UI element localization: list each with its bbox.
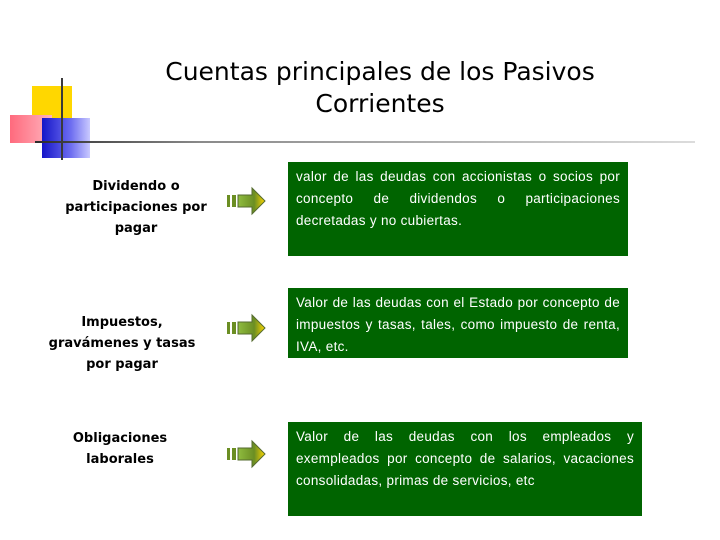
definition-box-impuestos: Valor de las deudas con el Estado por concepto de impuestos y tasas, tales, como impuesto de renta, IVA, etc. xyxy=(288,288,628,358)
right-arrow-icon xyxy=(226,313,266,343)
account-label-impuestos: Impuestos, gravámenes y tasas por pagar xyxy=(48,315,196,372)
decor-blue-square xyxy=(42,118,90,158)
account-label-dividendos: Dividendo o participaciones por pagar xyxy=(65,179,207,236)
definition-box-dividendos: valor de las deudas con accionistas o socios por concepto de dividendos o participaciones decretadas y no cubiertas. xyxy=(288,162,628,256)
decor-horizontal-rule xyxy=(35,141,695,143)
right-arrow-icon xyxy=(226,439,266,469)
account-label-obligaciones: Obligaciones laborales xyxy=(72,431,168,467)
definition-box-obligaciones: Valor de las deudas con los empleados y exempleados por concepto de salarios, vacaciones consolidadas, primas de servicios, etc xyxy=(288,422,642,516)
decor-vertical-line xyxy=(61,78,63,160)
slide-title: Cuentas principales de los Pasivos Corrientes xyxy=(165,57,595,118)
right-arrow-icon xyxy=(226,186,266,216)
